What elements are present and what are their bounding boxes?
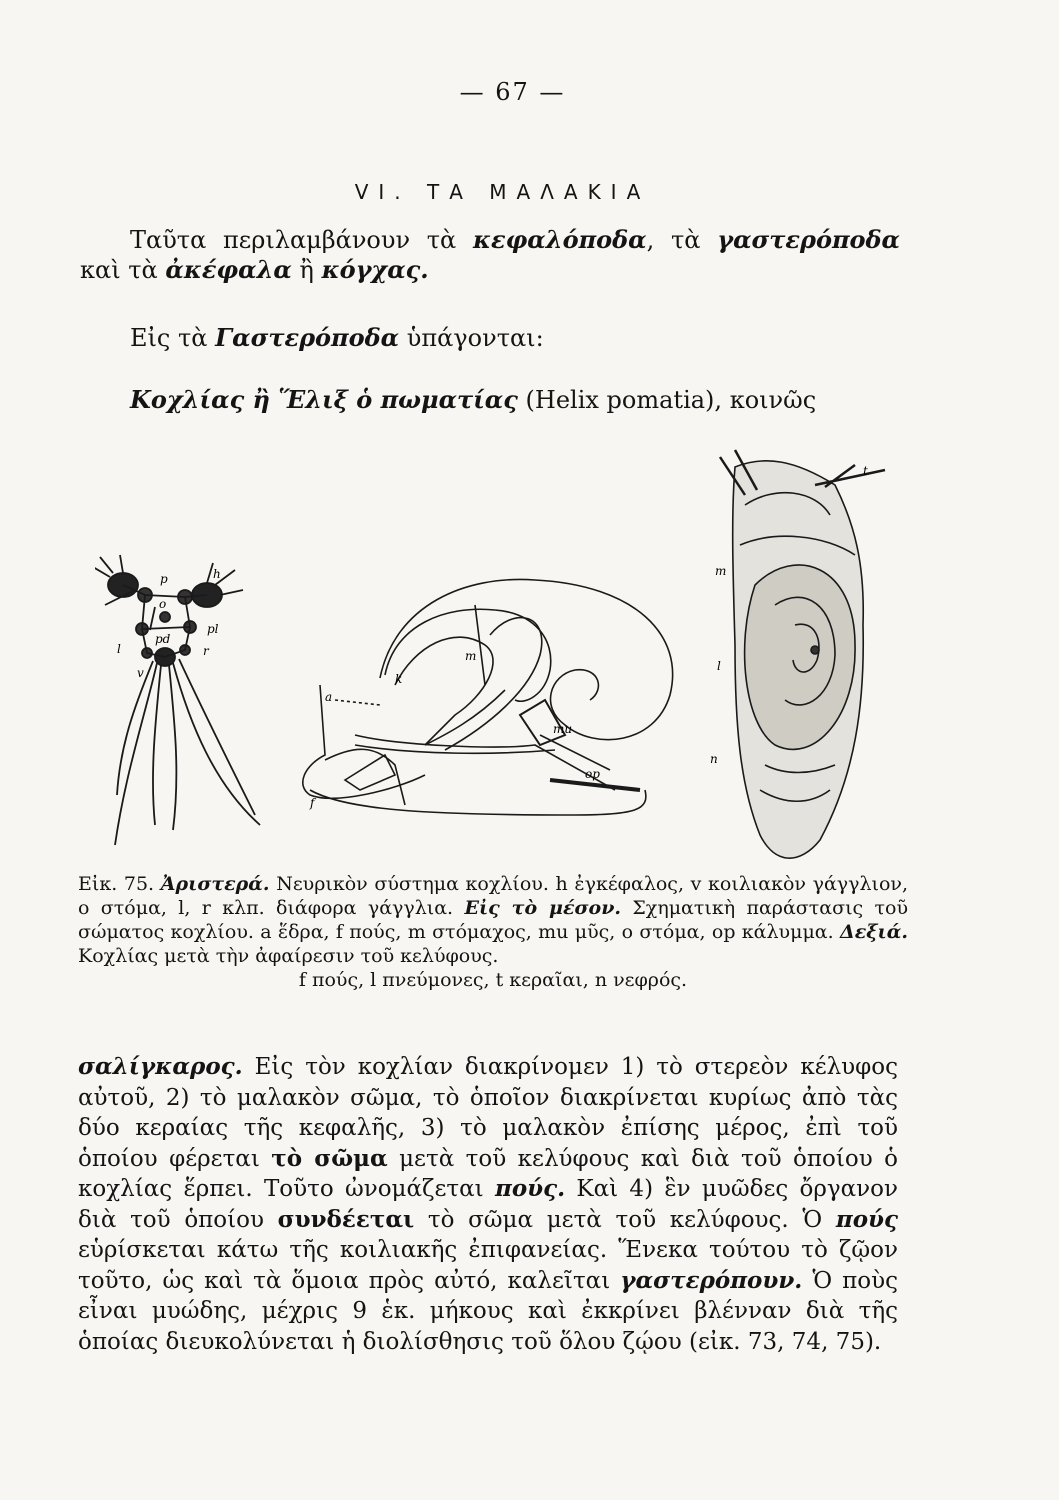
label-pl: pl bbox=[207, 622, 219, 636]
label-r: r bbox=[203, 644, 209, 658]
body-bold-1: τὸ σῶμα bbox=[271, 1144, 388, 1172]
body-text-5: εὑρίσκεται κάτω τῆς κοιλιακῆς ἐπιφανείας. Ἕνεκα τούτου τὸ ζῷον τοῦτο, ὡς καὶ τὰ ὅμοια πρὸς αὐτό, καλεῖται bbox=[78, 1237, 898, 1294]
term-gastropoda-heading: Γαστερόποδα bbox=[215, 323, 400, 352]
term-cephalopods: κεφαλόποδα bbox=[473, 225, 647, 254]
body-bold-2: συνδέεται bbox=[277, 1205, 415, 1233]
latin-name: (Helix pomatia), bbox=[525, 386, 723, 414]
label-n: n bbox=[710, 752, 718, 766]
intro-text-4: ἢ bbox=[299, 256, 314, 284]
intro-text-2: , τὰ bbox=[646, 226, 701, 254]
term-gastropod: γαστερόπουν. bbox=[620, 1266, 803, 1294]
label-l: l bbox=[117, 642, 121, 656]
term-helix: Κοχλίας ἢ Ἕλιξ ὁ πωματίας bbox=[130, 385, 518, 414]
snail-heading-tail: κοινῶς bbox=[729, 386, 817, 414]
label-k: k bbox=[395, 672, 403, 686]
gastropods-paragraph bbox=[80, 323, 900, 353]
caption-fig-number: Εἰκ. 75. bbox=[78, 873, 155, 895]
body-paragraph bbox=[78, 1052, 898, 1357]
label-t: t bbox=[863, 464, 868, 478]
body-text-3: Καὶ 4) ἓν μυῶδες ὄργανον διὰ τοῦ ὁποίου bbox=[78, 1176, 898, 1233]
term-gastropods: γαστερόποδα bbox=[717, 225, 900, 254]
label-pd: pd bbox=[155, 632, 171, 646]
label-p: p bbox=[160, 572, 168, 586]
label-a: a bbox=[325, 690, 333, 704]
page-number: — 67 — bbox=[459, 78, 566, 106]
caption-middle-text: Σχηματικὴ παράστασις τοῦ σώματος κοχλίου. a ἕδρα, f πούς, m στόμαχος, mu μῦς, o στόμα, op κάλυμμα. bbox=[78, 897, 909, 943]
label-m-right: m bbox=[715, 564, 727, 578]
caption-left-label: Ἀριστερά. bbox=[160, 873, 270, 895]
caption-middle-label: Εἰς τὸ μέσον. bbox=[464, 897, 621, 919]
snail-without-shell-drawing bbox=[720, 450, 885, 858]
figure-caption bbox=[78, 872, 908, 992]
figure-illustrations bbox=[95, 445, 915, 870]
label-m: m bbox=[465, 649, 477, 663]
body-text-1: Εἰς τὸν κοχλίαν διακρίνομεν 1) τὸ στερεὸν κέλυφος αὐτοῦ, 2) τὸ μαλακὸν σῶμα, τὸ ὁποῖον διακρίνεται κυρίως ἀπὸ τὰς δύο κεραίας τῆς κεφαλῆς, 3) τὸ μαλακὸν ἐπίσης μέρος, ἐπὶ τοῦ ὁποίου φέρεται bbox=[78, 1054, 899, 1172]
intro-paragraph bbox=[80, 225, 900, 285]
figure-75 bbox=[95, 445, 915, 870]
snail-heading bbox=[80, 385, 900, 415]
gastropods-text-2: ὑπάγονται: bbox=[406, 324, 544, 352]
caption-right-label: Δεξιά. bbox=[840, 921, 908, 943]
term-foot: πούς. bbox=[494, 1175, 566, 1202]
term-acephala: ἀκέφαλα bbox=[165, 255, 292, 284]
label-l-right: l bbox=[717, 659, 721, 673]
label-mu: mu bbox=[553, 722, 573, 736]
body-text-4: τὸ σῶμα μετὰ τοῦ κελύφους. Ὁ bbox=[427, 1206, 823, 1233]
label-v: v bbox=[137, 666, 144, 680]
schematic-body-drawing bbox=[303, 579, 673, 815]
nervous-system-drawing bbox=[95, 555, 260, 845]
term-snail: σαλίγκαρος. bbox=[78, 1053, 243, 1080]
label-f: f bbox=[310, 796, 315, 810]
caption-right-text: Κοχλίας μετὰ τὴν ἀφαίρεσιν τοῦ κελύφους. bbox=[78, 945, 499, 967]
caption-left-text: Νευρικὸν σύστημα κοχλίου. h ἐγκέφαλος, v κοιλιακὸν γάγγλιον, o στόμα, l, r κλπ. διάφορα γάγγλια. bbox=[78, 873, 909, 919]
term-foot-2: πούς bbox=[835, 1205, 899, 1233]
term-shells: κόγχας. bbox=[321, 255, 429, 284]
body-text-6: Ὁ ποὺς εἶναι μυώδης, μέχρις 9 ἑκ. μήκους καὶ ἐκκρίνει βλένναν διὰ τῆς ὁποίας διευκολύνεται ἡ διολίσθησις τοῦ ὅλου ζῴου (εἰκ. 73, 74, 75). bbox=[78, 1267, 898, 1355]
intro-text-1: Ταῦτα περιλαμβάνουν τὰ bbox=[130, 226, 457, 254]
label-op: op bbox=[585, 767, 600, 781]
intro-text-3: καὶ τὰ bbox=[80, 256, 158, 284]
caption-last-line: f πούς, l πνεύμονες, t κεραῖαι, n νεφρός. bbox=[298, 969, 688, 991]
body-text-2: μετὰ τοῦ κελύφους καὶ διὰ τοῦ ὁποίου ὁ κοχλίας ἕρπει. Τοῦτο ὠνομάζεται bbox=[78, 1145, 898, 1202]
gastropods-text-1: Εἰς τὰ bbox=[130, 324, 208, 352]
chapter-title: VI. ΤΑ ΜΑΛΑΚΙΑ bbox=[354, 180, 651, 204]
label-o: o bbox=[159, 597, 167, 611]
label-h: h bbox=[213, 567, 221, 581]
